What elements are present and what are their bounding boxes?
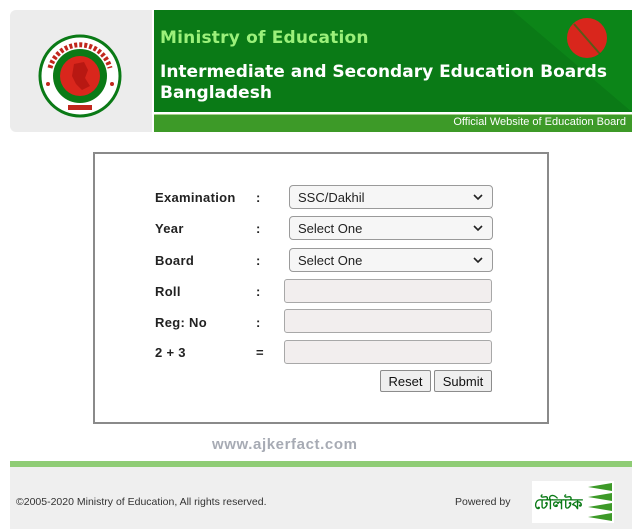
board-colon: :: [256, 253, 261, 268]
reg-no-input[interactable]: [284, 309, 492, 333]
result-form: [93, 152, 549, 424]
examination-colon: :: [256, 190, 261, 205]
svg-text:টেলিটক: টেলিটক: [534, 495, 583, 513]
year-select-value: Select One: [298, 221, 363, 236]
header-subbar: [154, 114, 632, 132]
logo-panel: [10, 10, 152, 132]
year-select[interactable]: [289, 216, 493, 240]
captcha-equals: =: [256, 345, 264, 360]
ministry-title: Ministry of Education: [160, 28, 369, 48]
roll-label: Roll: [155, 284, 181, 299]
reg-no-label: Reg: No: [155, 315, 207, 330]
chevron-down-icon: [472, 191, 484, 203]
roll-colon: :: [256, 284, 261, 299]
watermark-text: www.ajkerfact.com: [212, 436, 358, 453]
examination-select[interactable]: [289, 185, 493, 209]
examination-label: Examination: [155, 190, 236, 205]
year-label: Year: [155, 221, 184, 236]
site-header: [10, 10, 632, 134]
examination-select-value: SSC/Dakhil: [298, 190, 365, 205]
board-label: Board: [155, 253, 195, 268]
captcha-input[interactable]: [284, 340, 492, 364]
header-banner: [154, 10, 632, 112]
roll-input[interactable]: [284, 279, 492, 303]
chevron-down-icon: [472, 222, 484, 234]
copyright-text: ©2005-2020 Ministry of Education, All rights reserved.: [16, 496, 267, 508]
chevron-down-icon: [472, 254, 484, 266]
board-select[interactable]: [289, 248, 493, 272]
reset-button[interactable]: Reset: [380, 370, 431, 392]
powered-by-text: Powered by: [455, 496, 511, 508]
year-colon: :: [256, 221, 261, 236]
captcha-label: 2 + 3: [155, 345, 186, 360]
reg-no-colon: :: [256, 315, 261, 330]
submit-button[interactable]: Submit: [434, 370, 492, 392]
site-footer: [10, 467, 632, 529]
bangladesh-govt-seal-icon[interactable]: [38, 34, 122, 118]
official-website-text: Official Website of Education Board: [453, 116, 626, 128]
boards-title: Intermediate and Secondary Education Boards Bangladesh: [160, 62, 607, 103]
board-select-value: Select One: [298, 253, 363, 268]
teletalk-logo-icon[interactable]: [532, 481, 614, 523]
